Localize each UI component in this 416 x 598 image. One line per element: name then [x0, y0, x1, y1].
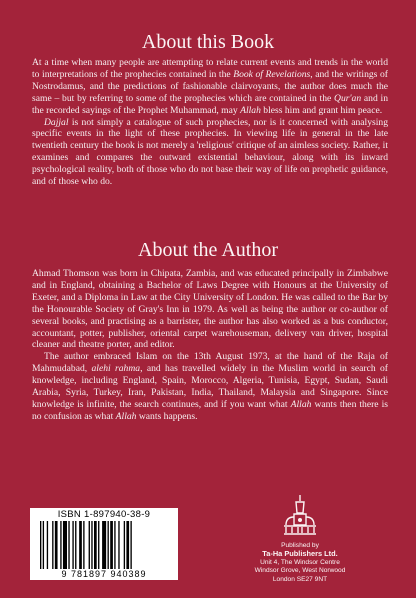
publisher-address-2: Windsor Grove, West Norwood [254, 567, 346, 575]
publisher-logo-icon [282, 493, 318, 539]
about-author-heading: About the Author [138, 239, 278, 261]
barcode-bars [40, 521, 170, 569]
barcode-number: 9 781897 940389 [61, 569, 147, 579]
about-book-text [32, 57, 388, 188]
about-author-paragraph-2: The author embraced Islam on the 13th August 1973, at the hand of the Raja of Mahmudabad, alehi rahma, and has travelled widely in the Muslim world in search of knowledge, including England, Spain, Morocco, Algeria, Tunisia, Egypt, Sudan, Saudi Arabia, Syria, Turkey, Iran, Pakistan, India, Thailand, Malaysia and Singapore. Since knowledge is infinite, the search continues, and if you want what Allah wants then there is no confusion as what Allah wants happens. [32, 351, 388, 422]
published-by-label: Published by [281, 542, 319, 549]
publisher-name: Ta-Ha Publishers Ltd. [262, 549, 338, 559]
publisher-address-1: Unit 4, The Windsor Centre [260, 558, 340, 566]
about-author-text [32, 268, 388, 423]
barcode [30, 508, 178, 580]
publisher-block [230, 542, 370, 584]
about-book-heading: About this Book [141, 31, 275, 53]
about-author-paragraph-1: Ahmad Thomson was born in Chipata, Zambia, and was educated principally in Zimbabwe and in England, obtaining a Bachelor of Laws Degree with Honours at the University of Exeter, and a Diploma in Law at the City University of London. He was called to the Bar by the Honourable Society of Gray's Inn in 1979. As well as being the author or co-author of several books, and practising as a barrister, the author has also worked as a bus conductor, accountant, potter, publisher, oriental carpet warehouseman, delivery van driver, hospital cleaner and theatre porter, and editor. [32, 268, 388, 351]
publisher-address-3: London SE27 9NT [272, 575, 328, 583]
isbn-label: ISBN 1-897940-38-9 [57, 509, 151, 520]
about-book-paragraph-2: Dajjal is not simply a catalogue of such prophecies, nor is it concerned with analysing specific events in the light of these prophecies. In viewing life in general in the late twentieth century the book is not merely a 'religious' critique of an aimless society. Rather, it examines and compares the outward existential behaviour, along with its inward psychological reality, both of those who do not base their way of life on prophetic guidance, and of those who do. [32, 116, 388, 188]
about-book-paragraph-1: At a time when many people are attempting to relate current events and trends in the world to interpretations of the prophecies contained in the Book of Revelations, and the writings of Nostrodamus, and the predictions of fashionable clairvoyants, the author does much the same – but by referring to some of the prophecies which are contained in the Qur'an and in the recorded sayings of the Prophet Muhammad, may Allah bless him and grant him peace. [32, 57, 388, 116]
